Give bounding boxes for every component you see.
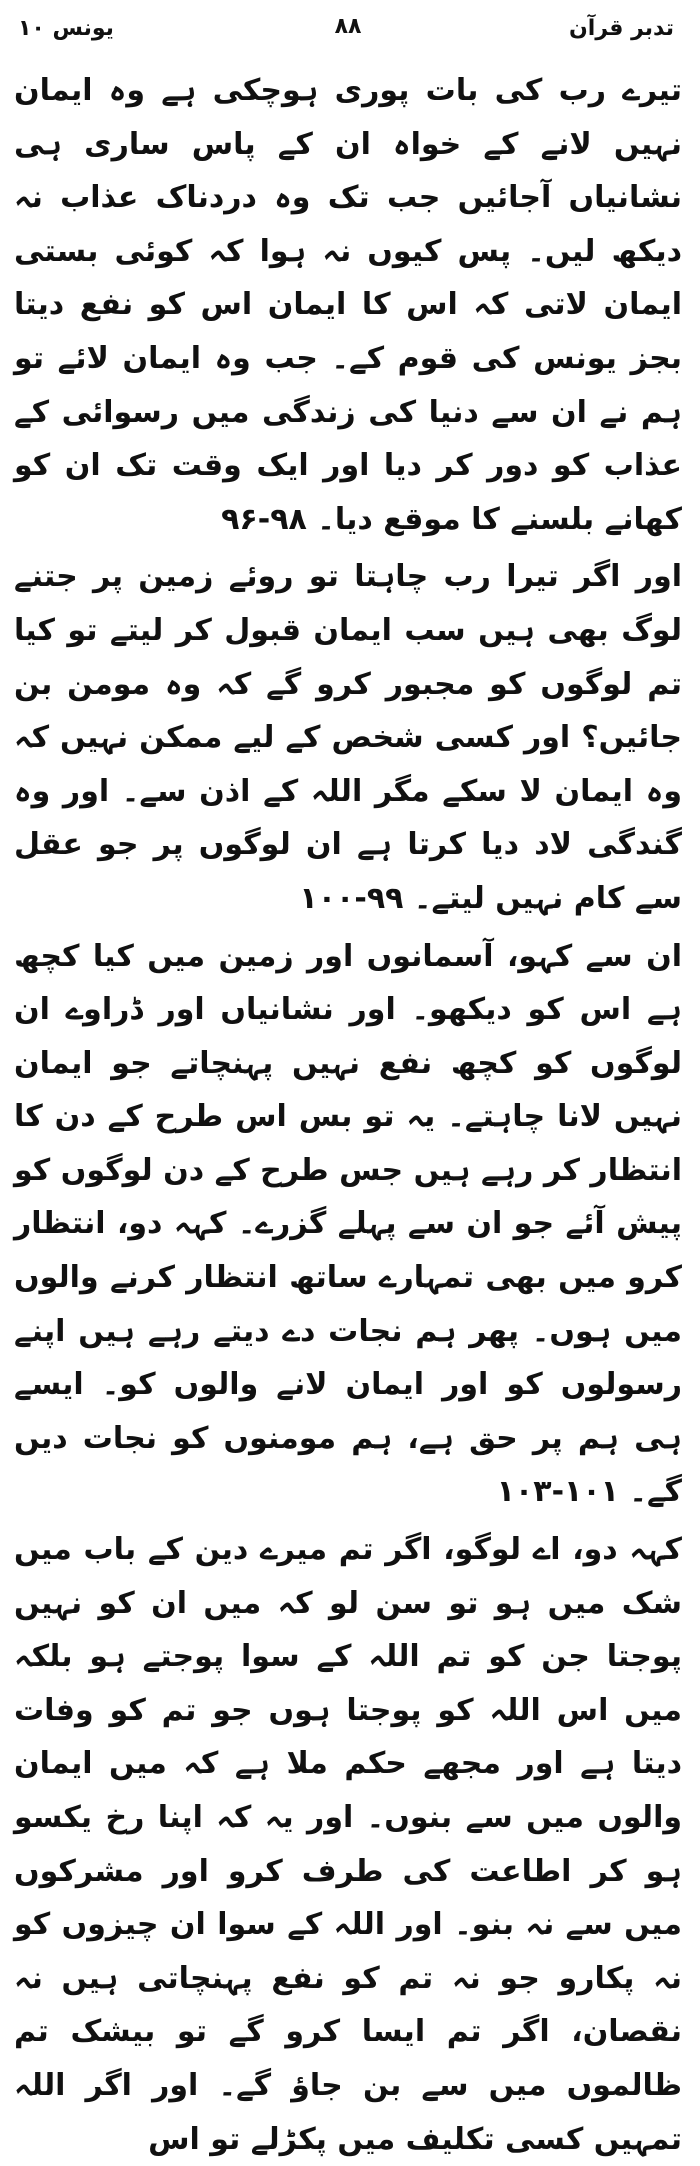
book-title: تدبر قرآن [569,16,674,41]
page-number: ۸۸ [334,14,362,39]
paragraph: ان سے کہو، آسمانوں اور زمین میں کیا کچھ ہے اس کو دیکھو۔ اور نشانیاں اور ڈراوے ان لوگوں کو کچھ نفع نہیں پہنچاتے جو ایمان نہیں لانا چاہتے۔ یہ تو بس اس طرح کے دن کا انتظار کر رہے ہیں جس طرح کے دن لوگوں کو پیش آئے جو ان سے پہلے گزرے۔ کہہ دو، انتظار کرو میں بھی تمہارے ساتھ انتظار کرنے والوں میں ہوں۔ پھر ہم نجات دے دیتے رہے ہیں اپنے رسولوں کو اور ایمان لانے والوں کو۔ ایسے ہی ہم پر حق ہے، ہم مومنوں کو نجات دیں گے۔ ۱۰۱-۱۰۳ [14,938,682,1510]
page-header [14,6,682,54]
page-body [14,64,682,2166]
paragraph: اور اگر تیرا رب چاہتا تو روئے زمین پر جتنے لوگ بھی ہیں سب ایمان قبول کر لیتے تو کیا تم لوگوں کو مجبور کرو گے کہ وہ مومن بن جائیں؟ اور کسی شخص کے لیے ممکن نہیں کہ وہ ایمان لا سکے مگر اللہ کے اذن سے۔ اور وہ گندگی لاد دیا کرتا ہے ان لوگوں پر جو عقل سے کام نہیں لیتے۔ ۹۹-۱۰۰ [14,559,682,916]
surah-name: یونس ۱۰ [18,16,114,41]
paragraph: تیرے رب کی بات پوری ہوچکی ہے وہ ایمان نہیں لانے کے خواہ ان کے پاس ساری ہی نشانیاں آجائیں جب تک وہ دردناک عذاب نہ دیکھ لیں۔ پس کیوں نہ ہوا کہ کوئی بستی ایمان لاتی کہ اس کا ایمان اس کو نفع دیتا بجز یونس کی قوم کے۔ جب وہ ایمان لائے تو ہم نے ان سے دنیا کی زندگی میں رسوائی کے عذاب کو دور کر دیا اور ایک وقت تک ان کو کھانے بلسنے کا موقع دیا۔ ۹۸-۹۶ [14,73,682,537]
paragraph: کہہ دو، اے لوگو، اگر تم میرے دین کے باب میں شک میں ہو تو سن لو کہ میں ان کو نہیں پوجتا جن کو تم اللہ کے سوا پوجتے ہو بلکہ میں اس اللہ کو پوجتا ہوں جو تم کو وفات دیتا ہے اور مجھے حکم ملا ہے کہ میں ایمان والوں میں سے بنوں۔ اور یہ کہ اپنا رخ یکسو ہو کر اطاعت کی طرف کرو اور مشرکوں میں سے نہ بنو۔ اور اللہ کے سوا ان چیزوں کو نہ پکارو جو نہ تم کو نفع پہنچاتی ہیں نہ نقصان، اگر تم ایسا کرو گے تو بیشک تم ظالموں میں سے بن جاؤ گے۔ اور اگر اللہ تمہیں کسی تکلیف میں پکڑلے تو اس [14,1532,682,2157]
